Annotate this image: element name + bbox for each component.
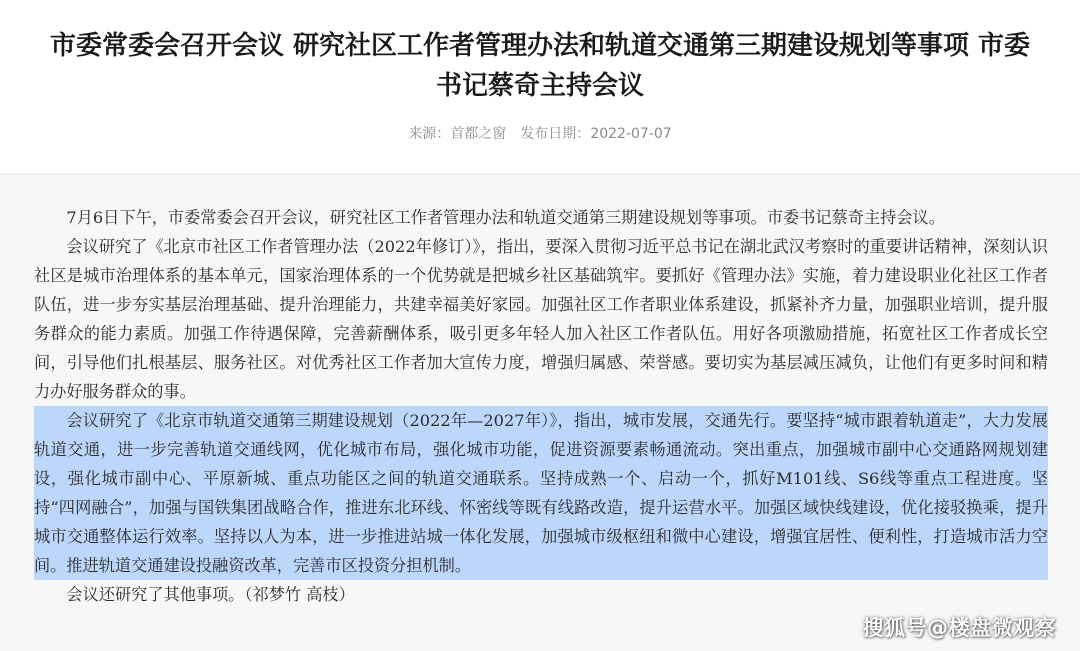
sohu-watermark: 搜狐号@楼盘微观察: [862, 616, 1056, 640]
paragraph-community-workers: 会议研究了《北京市社区工作者管理办法（2022年修订）》，指出，要深入贯彻习近平总书记在湖北武汉考察时的重要讲话精神，深刻认识社区是城市治理体系的基本单元，国家治理体系的一个优势就是把城乡社区基础筑牢。要抓好《管理办法》实施，着力建设职业化社区工作者队伍，进一步夯实基层治理基础、提升治理能力，共建幸福美好家园。加强社区工作者职业体系建设，抓紧补齐力量，加强职业培训，提升服务群众的能力素质。加强工作待遇保障，完善薪酬体系，吸引更多年轻人加入社区工作者队伍。用好各项激励措施，拓宽社区工作者成长空间，引导他们扎根基层、服务社区。对优秀社区工作者加大宣传力度，增强归属感、荣誉感。要切实为基层减压减负，让他们有更多时间和精力办好服务群众的事。: [34, 237, 1048, 401]
date-label: 发布日期：: [520, 126, 591, 142]
publish-date: 2022-07-07: [590, 126, 672, 142]
paragraph-intro: 7月6日下午，市委常委会召开会议，研究社区工作者管理办法和轨道交通第三期建设规划等事项。市委书记蔡奇主持会议。: [66, 208, 945, 227]
source-name: 首都之窗: [450, 126, 507, 142]
article-content: [34, 203, 1048, 609]
paragraph-other-matters: 会议还研究了其他事项。（祁梦竹 高枝）: [66, 585, 355, 604]
article-title: 市委常委会召开会议 研究社区工作者管理办法和轨道交通第三期建设规划等事项 市委书记蔡奇主持会议: [49, 31, 1031, 101]
article-meta: [0, 124, 1080, 144]
paragraph-rail-transit-highlighted[interactable]: 会议研究了《北京市轨道交通第三期建设规划（2022年—2027年）》，指出，城市发展，交通先行。要坚持“城市跟着轨道走”，大力发展轨道交通，进一步完善轨道交通线网，优化城市布局，强化城市功能，促进资源要素畅通流动。突出重点，加强城市副中心交通路网规划建设，强化城市副中心、平原新城、重点功能区之间的轨道交通联系。坚持成熟一个、启动一个，抓好M101线、S6线等重点工程进度。坚持“四网融合”，加强与国铁集团战略合作，推进东北环线、怀密线等既有线路改造，提升运营水平。加强区域快线建设，优化接驳换乘，提升城市交通整体运行效率。坚持以人为本，进一步推进站城一体化发展，加强城市级枢纽和微中心建设，增强宜居性、便利性，打造城市活力空间。推进轨道交通建设投融资改革，完善市区投资分担机制。: [34, 406, 1048, 580]
article-header: [0, 0, 1080, 175]
source-label: 来源：: [408, 126, 451, 142]
article-body: [0, 175, 1080, 651]
